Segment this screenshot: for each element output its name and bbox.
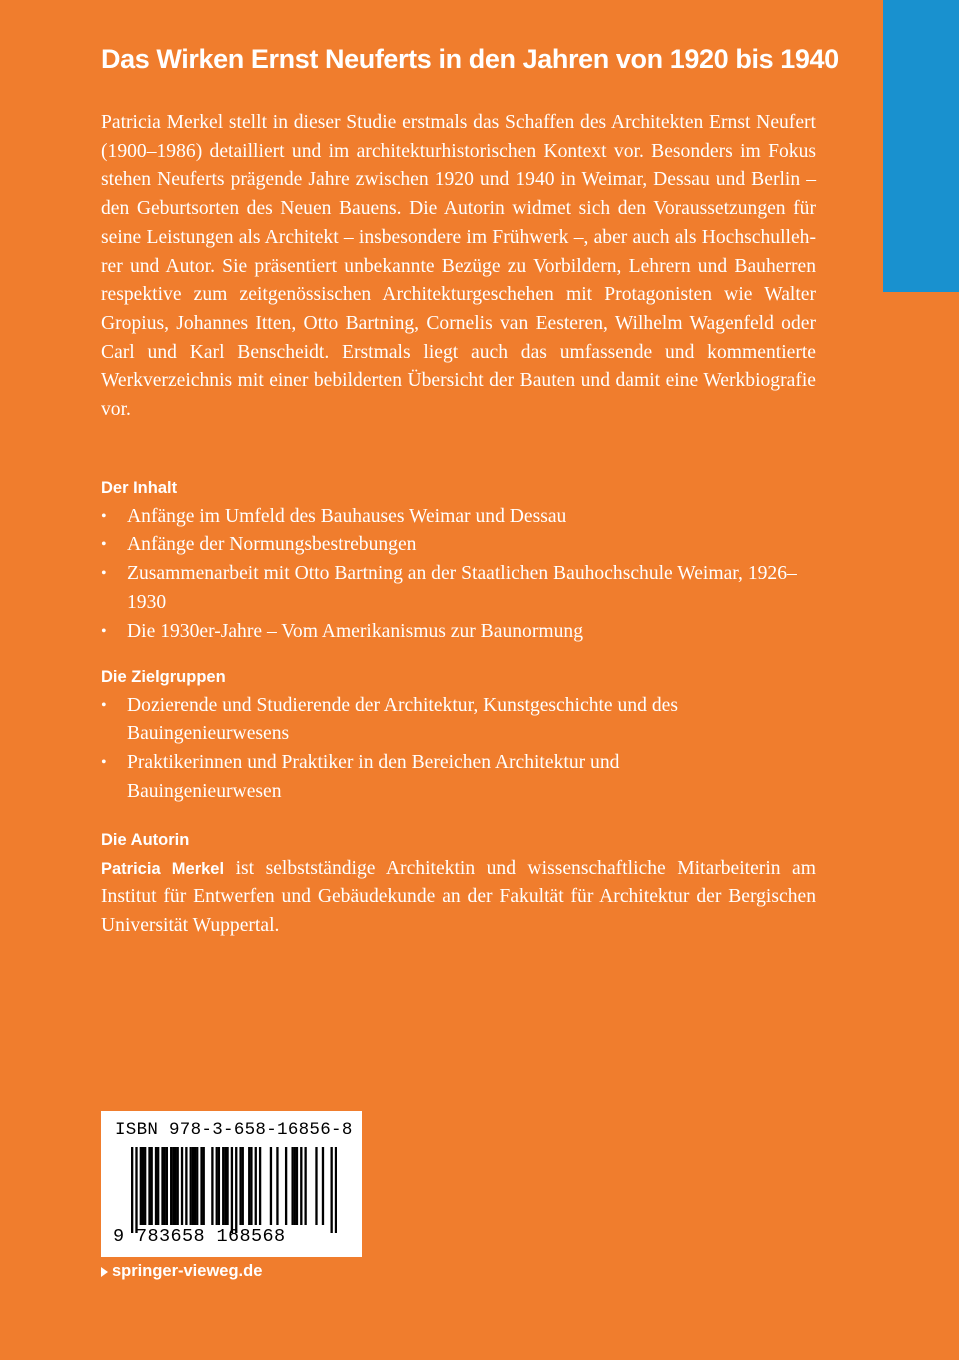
- barcode-bar: [216, 1147, 218, 1225]
- barcode-bar: [135, 1147, 137, 1233]
- bullet-icon: •: [101, 507, 107, 525]
- barcode-bar: [248, 1147, 250, 1225]
- barcode-bar: [296, 1147, 298, 1225]
- barcode-bar: [222, 1147, 224, 1225]
- barcode-bar: [148, 1147, 150, 1225]
- list-item: • Dozierende und Studierende der Architektur, Kunstgeschichte und des Bauingenieurwesens: [101, 692, 717, 749]
- isbn-barcode: [101, 1111, 362, 1257]
- website-label: springer-vieweg.de: [112, 1262, 263, 1280]
- bullet-icon: •: [101, 622, 107, 640]
- list-item: • Zusammenarbeit mit Otto Bartning an der Staatlichen Bauhochschule Weimar, 1926–1930: [101, 560, 807, 617]
- barcode-bar: [151, 1147, 153, 1225]
- barcode-bar: [224, 1147, 226, 1225]
- barcode-bar: [304, 1147, 306, 1225]
- contents-list: [101, 503, 821, 647]
- barcode-bar: [172, 1147, 174, 1225]
- barcode-bar: [335, 1147, 337, 1233]
- barcode-bar: [259, 1147, 261, 1225]
- author-bio: Patricia Merkel ist selbstständige Architektin und wissenschaftliche Mitarbeiterin am Institut für Entwerfen und Gebäudekunde an der Fakultät für Architektur der Bergischen Universität Wuppertal.: [101, 857, 816, 937]
- barcode-bar: [196, 1147, 198, 1225]
- bullet-icon: •: [101, 536, 107, 554]
- barcode-bar: [157, 1147, 159, 1225]
- barcode-bar: [203, 1147, 205, 1225]
- description-text: Patricia Merkel stellt in dieser Studie erstmals das Schaffen des Architekten Ernst Neufert (1900–1986) detailliert und im architekturhistorischen Kontext vor. Besonders im Fokus stehen Neuferts prägende Jahre zwischen 1920 und 1940 in Weimar, Dessau und Berlin – den Geburtsorten des Neuen Bauens. Die Autorin widmet sich den Voraussetzungen für seine Leistungen als Architekt – insbesondere im Frühwerk –, aber auch als Hochschullehrer und Autor. Sie präsentiert unbekannte Bezüge zu Vorbildern, Lehrern und Bauherren respektive zum zeitgenössischen Architekturgeschehen mit Protagonisten wie Walter Gropius, Johannes Itten, Otto Bartning, Cornelis van Eesteren, Wilhelm Wagenfeld oder Carl und Karl Benscheidt. Erstmals liegt auch das umfassende und kommentierte Werkverzeichnis mit einer bebilderten Übersicht der Bauten und damit eine Werkbiografie vor.: [101, 112, 816, 421]
- barcode-bar: [242, 1147, 244, 1225]
- bullet-icon: •: [101, 565, 107, 583]
- audience-section: [101, 663, 821, 807]
- barcode-bar: [276, 1147, 278, 1225]
- barcode-bar: [155, 1147, 157, 1225]
- author-name: Patricia Merkel: [101, 859, 225, 878]
- barcode-bar: [285, 1147, 287, 1225]
- barcode-digits: 9 783658 168568: [113, 1226, 286, 1247]
- barcode-bar: [192, 1147, 194, 1225]
- barcode-bar: [270, 1147, 272, 1225]
- barcode-bar: [142, 1147, 144, 1225]
- barcode-bars: [131, 1147, 337, 1233]
- barcode-bar: [239, 1147, 241, 1225]
- barcode-bar: [200, 1147, 202, 1225]
- barcode-bar: [300, 1147, 302, 1225]
- barcode-bar: [170, 1147, 172, 1225]
- barcode-bar: [231, 1147, 233, 1233]
- barcode-bar: [291, 1147, 293, 1225]
- bullet-icon: •: [101, 696, 107, 714]
- barcode-bar: [140, 1147, 142, 1225]
- barcode-bar: [194, 1147, 196, 1225]
- author-heading: Die Autorin: [101, 831, 190, 849]
- barcode-bar: [185, 1147, 187, 1225]
- list-item: • Die 1930er-Jahre – Vom Amerikanismus zur Baunormung: [101, 618, 821, 647]
- bullet-icon: •: [101, 754, 107, 772]
- barcode-bar: [294, 1147, 296, 1225]
- barcode-bar: [166, 1147, 168, 1225]
- barcode-bar: [255, 1147, 257, 1225]
- list-item: • Anfänge der Normungsbestrebungen: [101, 531, 821, 560]
- barcode-bar: [330, 1147, 332, 1233]
- audience-heading: Die Zielgruppen: [101, 668, 226, 686]
- list-item: • Anfänge im Umfeld des Bauhauses Weimar und Dessau: [101, 503, 821, 532]
- audience-list: [101, 692, 821, 807]
- barcode-bar: [218, 1147, 220, 1225]
- barcode-bar: [211, 1147, 213, 1225]
- barcode-bar: [235, 1147, 237, 1233]
- blue-corner-tab: [883, 0, 959, 292]
- barcode-bar: [131, 1147, 133, 1233]
- list-item: • Praktikerinnen und Praktiker in den Bereichen Architektur und Bauingenieurwesen: [101, 749, 717, 806]
- publisher-website-link[interactable]: [101, 1262, 262, 1281]
- contents-section: [101, 474, 821, 646]
- author-section: [101, 826, 821, 941]
- barcode-bar: [181, 1147, 183, 1225]
- barcode-bar: [161, 1147, 163, 1225]
- barcode-bar: [315, 1147, 317, 1225]
- arrow-right-icon: [101, 1267, 108, 1277]
- contents-heading: Der Inhalt: [101, 479, 178, 497]
- barcode-bar: [190, 1147, 192, 1225]
- book-title: Das Wirken Ernst Neuferts in den Jahren von 1920 bis 1940: [101, 44, 839, 74]
- barcode-bar: [174, 1147, 176, 1225]
- isbn-label: ISBN 978-3-658-16856-8: [115, 1120, 353, 1140]
- barcode-bar: [144, 1147, 146, 1225]
- barcode-bar: [164, 1147, 166, 1225]
- barcode-bar: [250, 1147, 252, 1225]
- barcode-bar: [177, 1147, 179, 1225]
- barcode-bar: [226, 1147, 228, 1225]
- barcode-bar: [322, 1147, 324, 1225]
